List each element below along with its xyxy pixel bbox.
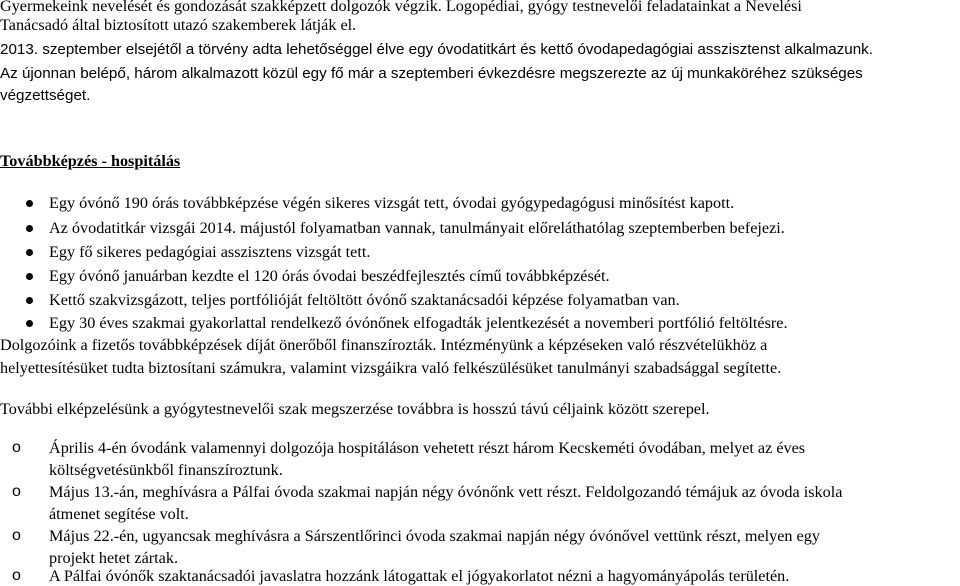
training-item-5: Kettő szakvizsgázott, teljes portfólióját feltöltött óvónő szaktanácsadói képzése folyamatban van. <box>49 291 680 309</box>
training-item-2: Az óvodatitkár vizsgái 2014. májustól folyamatban vannak, tanulmányait előreláthatólag szeptemberben befejezi. <box>49 219 785 237</box>
intro-line-3: 2013. szeptember elsejétől a törvény adta lehetőséggel élve egy óvodatitkárt és kettő óvodapedagógiai asszisztenst alkalmazunk. <box>0 41 873 58</box>
intro-line-1: Gyermekeink nevelését és gondozását szakképzett dolgozók végzik. Logopédiai, gyógy testnevelői feladatainkat a Nevelési <box>0 0 802 15</box>
training-item-6: Egy 30 éves szakmai gyakorlattal rendelkező óvónőnek elfogadták jelentkezését a novemberi portfólió feltöltésre. <box>49 314 788 332</box>
intro-line-4: Az újonnan belépő, három alkalmazott közül egy fő már a szeptemberi évkezdésre megszerezte az új munkaköréhez szükséges <box>0 65 863 82</box>
intro-line-5: végzettséget. <box>0 87 91 104</box>
hospitation-item-2-line-1: Május 13.-án, meghívásra a Pálfai óvoda szakmai napján négy óvónőnk vett részt. Feldolgozandó témájuk az óvoda iskola <box>49 483 843 501</box>
bullet-dot-icon <box>26 249 33 256</box>
hospitation-item-1-line-2: költségvetésünkből finanszíroztunk. <box>49 461 283 479</box>
training-item-4: Egy óvónő januárban kezdte el 120 órás óvodai beszédfejlesztés című továbbképzését. <box>49 267 610 285</box>
training-item-3: Egy fő sikeres pedagógiai asszisztens vizsgát tett. <box>49 243 371 261</box>
circle-bullet-icon: o <box>12 439 21 456</box>
circle-bullet-icon: o <box>12 483 21 500</box>
bullet-dot-icon <box>26 320 33 327</box>
training-item-1: Egy óvónő 190 órás továbbképzése végén sikeres vizsgát tett, óvodai gyógypedagógusi minősítést kapott. <box>49 194 735 212</box>
bullet-dot-icon <box>26 200 33 207</box>
section-heading: Továbbképzés - hospitálás <box>0 152 181 170</box>
bullet-dot-icon <box>26 225 33 232</box>
goal-paragraph: További elképzelésünk a gyógytestnevelői szak megszerzése továbbra is hosszú távú céljaink között szerepel. <box>0 400 710 418</box>
hospitation-item-3-line-2: projekt hetet zártak. <box>49 549 178 567</box>
circle-bullet-icon: o <box>12 567 21 584</box>
funding-line-2: helyettesítésüket tudta biztosítani számukra, valamint vizsgáikra való felkészülésüket tanulmányi szabadsággal segítette. <box>0 359 782 377</box>
hospitation-item-2-line-2: átmenet segítése volt. <box>49 505 189 523</box>
circle-bullet-icon: o <box>12 527 21 544</box>
hospitation-item-3-line-1: Május 22.-én, ugyancsak meghívásra a Sárszentlőrinci óvoda szakmai napján négy óvónővel vettünk részt, melyen egy <box>49 527 820 545</box>
funding-line-1: Dolgozóink a fizetős továbbképzések díját önerőből finanszírozták. Intézményünk a képzéseken való részvételükhöz a <box>0 336 768 354</box>
hospitation-item-1-line-1: Április 4-én óvodánk valamennyi dolgozója hospitáláson vehetett részt három Kecskeméti óvodában, melyet az éves <box>49 439 806 457</box>
intro-line-2: Tanácsadó által biztosított utazó szakemberek látják el. <box>0 16 357 34</box>
bullet-dot-icon <box>26 297 33 304</box>
hospitation-item-4-line-1: A Pálfai óvónők szaktanácsadói javaslatra hozzánk látogattak el jógyakorlatot nézni a hagyományápolás területén. <box>49 567 790 585</box>
bullet-dot-icon <box>26 273 33 280</box>
